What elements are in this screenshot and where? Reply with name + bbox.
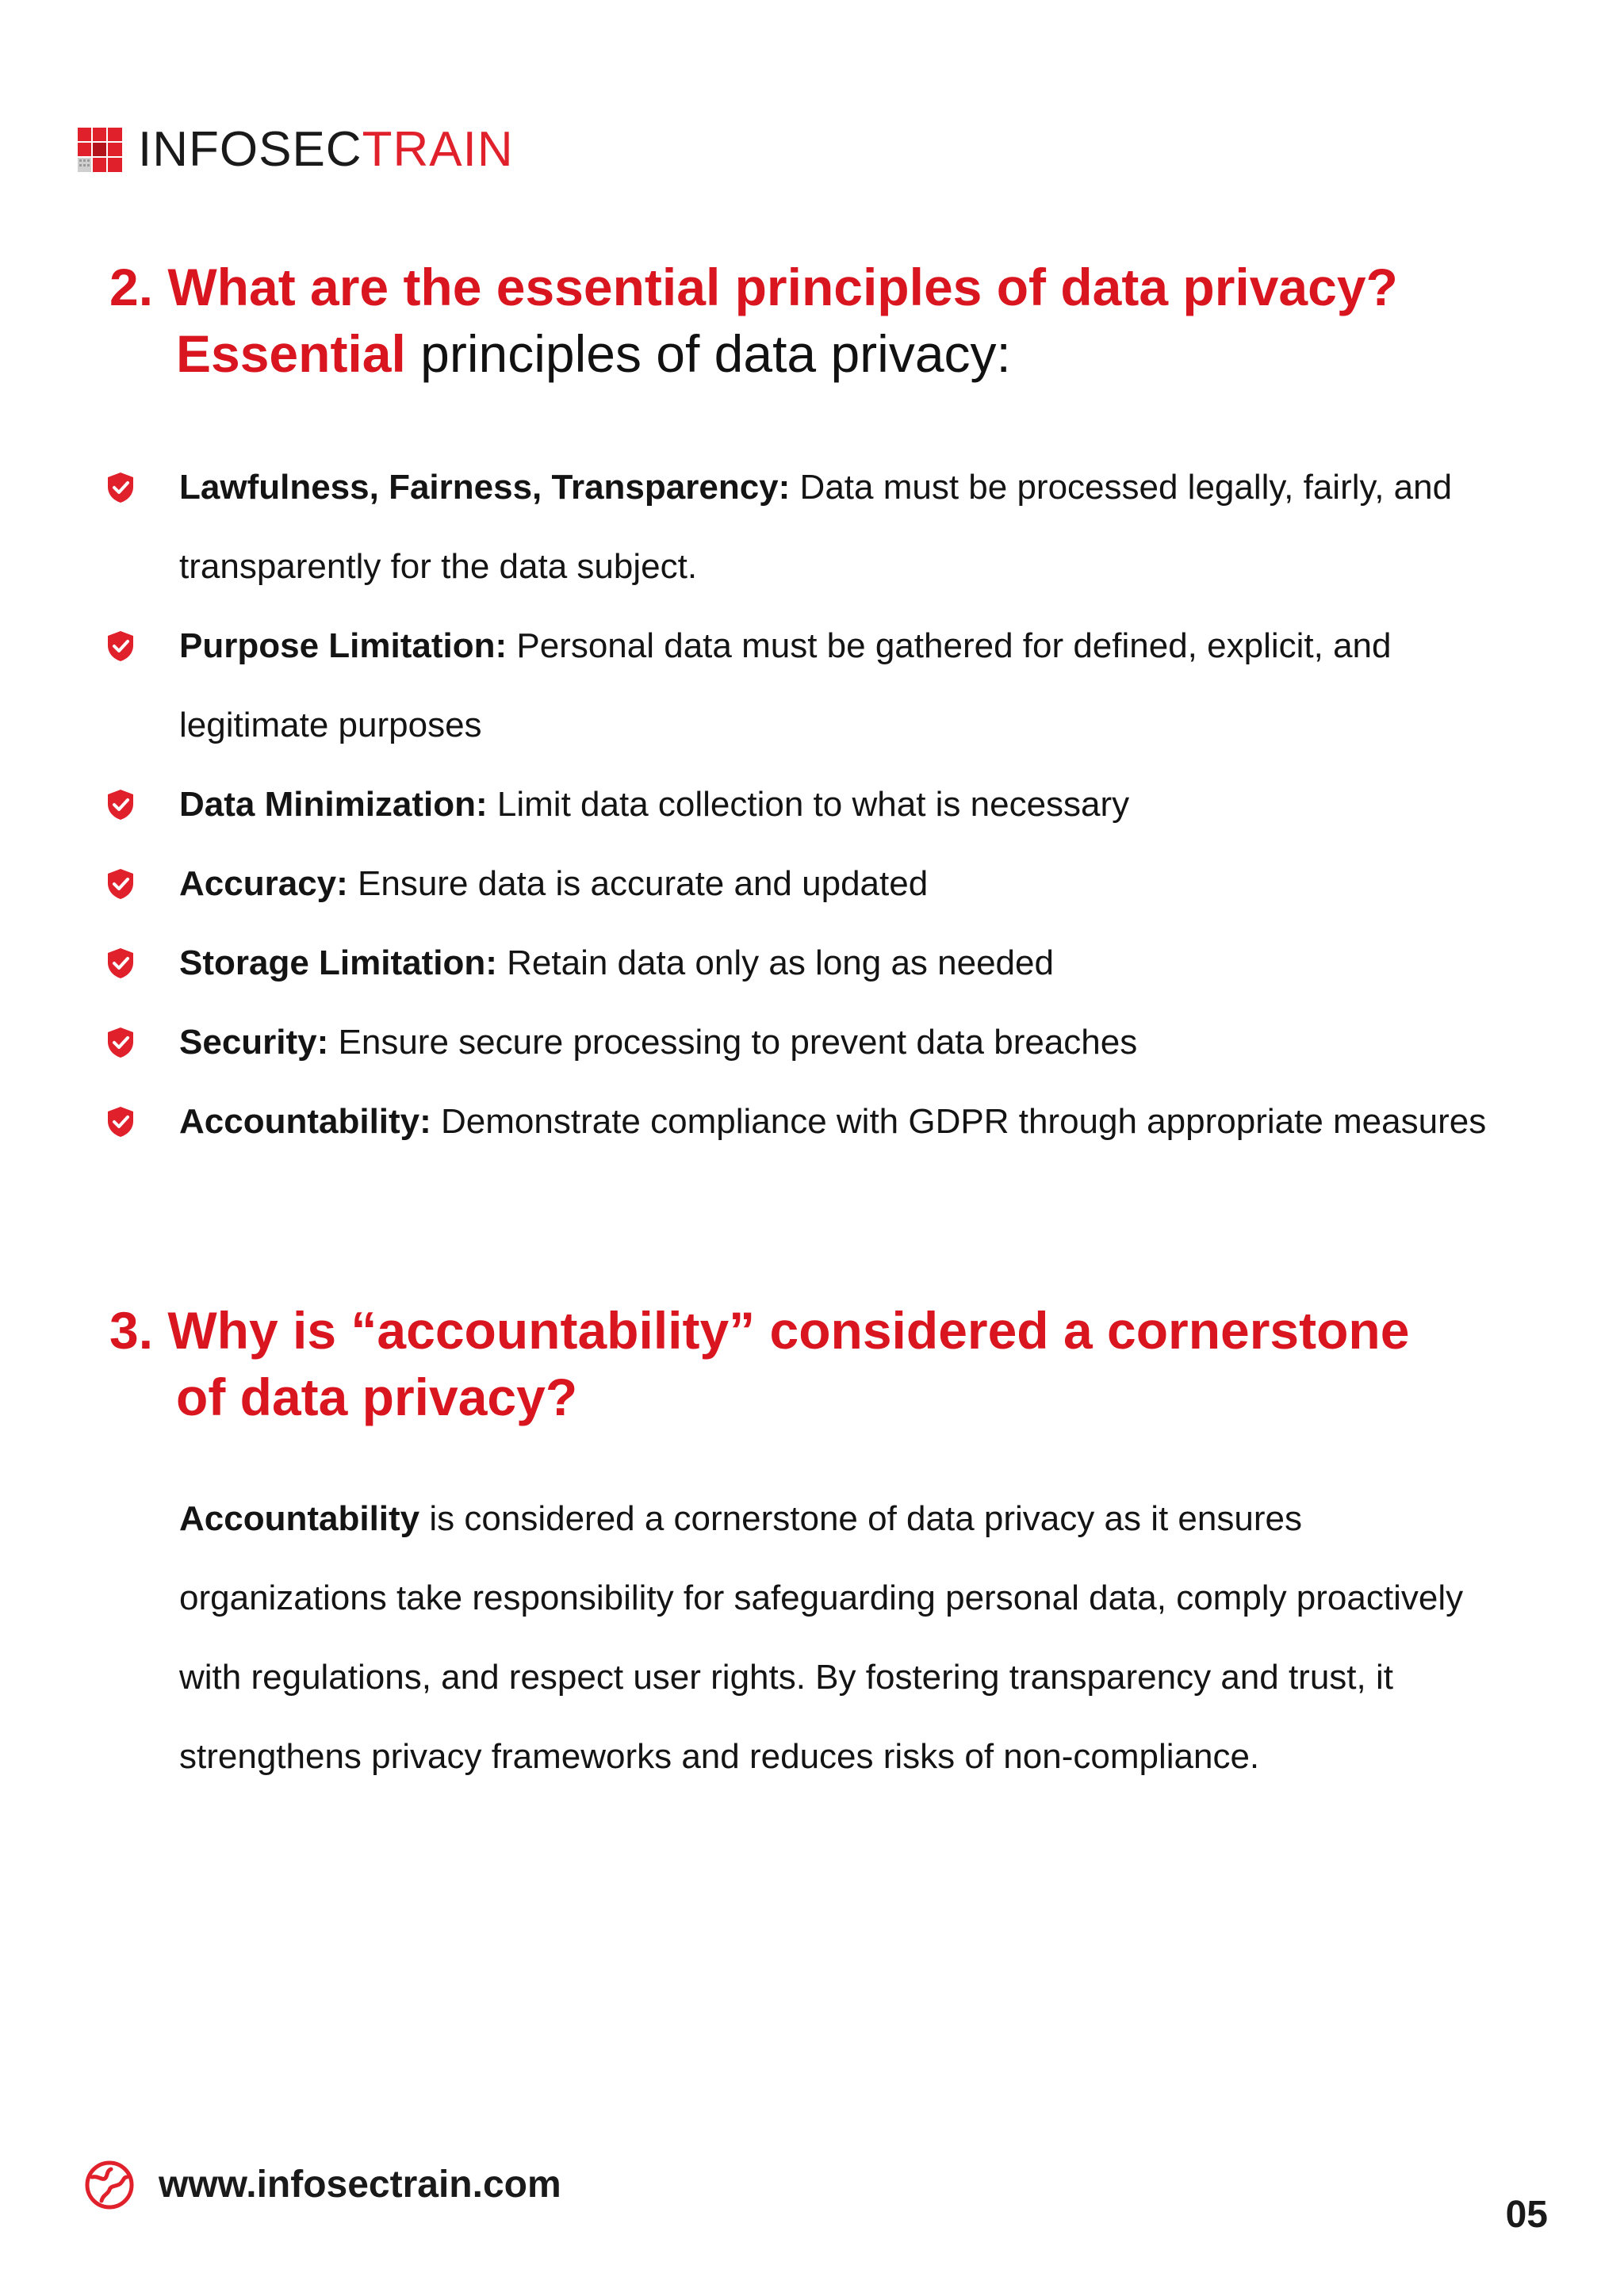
principle-text: Limit data collection to what is necessary	[487, 785, 1130, 824]
principle-term: Security:	[179, 1023, 329, 1062]
list-item	[105, 448, 1516, 607]
list-item	[105, 607, 1516, 765]
principle-term: Data Minimization:	[179, 785, 488, 824]
subheading-bold: Essential	[176, 324, 406, 383]
shield-check-icon	[106, 1106, 135, 1138]
list-item	[105, 765, 1516, 844]
brand-name	[138, 122, 514, 177]
subheading-rest: principles of data privacy:	[405, 324, 1011, 383]
answer-term: Accountability	[179, 1499, 420, 1538]
principle-term: Purpose Limitation:	[179, 626, 508, 665]
page-number: 05	[1505, 2194, 1548, 2236]
shield-check-icon	[106, 1027, 135, 1058]
shield-check-icon	[106, 630, 135, 662]
list-item	[105, 844, 1516, 924]
principles-subheading	[176, 320, 1011, 387]
website-link[interactable]: www.infosectrain.com	[159, 2164, 561, 2206]
principle-term: Storage Limitation:	[179, 943, 497, 982]
shield-check-icon	[106, 472, 135, 503]
question-3-heading	[109, 1297, 1409, 1430]
question-3-answer	[179, 1479, 1511, 1797]
footer-website[interactable]	[84, 2160, 561, 2210]
shield-check-icon	[106, 789, 135, 821]
brand-logo	[78, 122, 514, 177]
principle-term: Accuracy:	[179, 864, 348, 903]
shield-check-icon	[106, 947, 135, 979]
principle-text: Personal data must be gathered for defined, explicit, and legitimate purposes	[179, 626, 1392, 744]
principle-text: Ensure secure processing to prevent data breaches	[328, 1023, 1138, 1062]
principle-term: Accountability:	[179, 1102, 431, 1141]
question-3-heading-line1: 3. Why is “accountability” considered a cornerstone	[109, 1301, 1410, 1360]
question-3-heading-line2: of data privacy?	[176, 1368, 578, 1426]
principle-text: Data must be processed legally, fairly, and transparently for the data subject.	[179, 468, 1453, 586]
principle-text: Retain data only as long as needed	[496, 943, 1054, 982]
list-item	[105, 1003, 1516, 1082]
brand-name-red: TRAIN	[362, 122, 514, 177]
principle-text: Ensure data is accurate and updated	[347, 864, 929, 903]
answer-text: is considered a cornerstone of data privacy as it ensures organizations take responsibility for safeguarding personal data, comply proactively with regulations, and respect user rights. By fostering transparency and trust, it strengthens privacy frameworks and reduces risks of non-compliance.	[179, 1499, 1464, 1776]
infosectrain-logo-icon	[78, 128, 122, 172]
shield-check-icon	[106, 868, 135, 900]
list-item	[105, 924, 1516, 1003]
brand-name-dark: INFOSEC	[138, 122, 362, 177]
globe-icon	[84, 2160, 135, 2210]
list-item	[105, 1082, 1516, 1161]
principle-term: Lawfulness, Fairness, Transparency:	[179, 468, 791, 507]
question-2-heading: 2. What are the essential principles of data privacy?	[109, 258, 1398, 316]
principles-list	[105, 448, 1516, 1161]
principle-text: Demonstrate compliance with GDPR through appropriate measures	[431, 1102, 1487, 1141]
